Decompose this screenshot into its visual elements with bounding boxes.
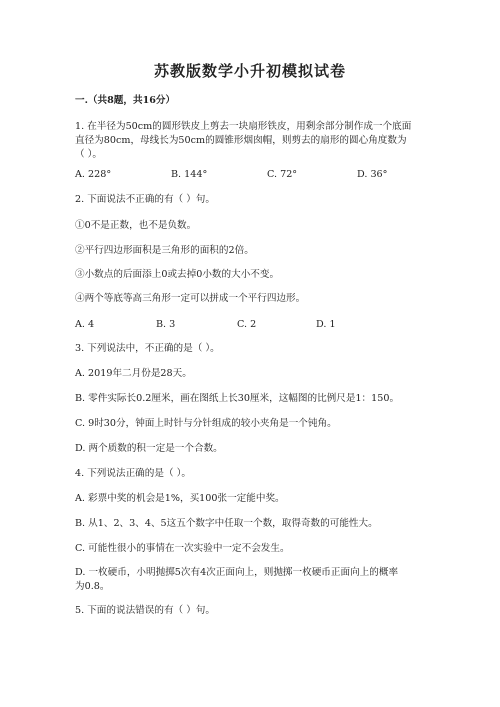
q1-option-b: B. 144°	[171, 169, 208, 180]
question-1-line-3: （ ）。	[75, 149, 103, 160]
q2-statement-2: ②平行四边形面积是三角形的面积的2倍。	[75, 245, 254, 256]
q4-option-c: C. 可能性很小的事情在一次实验中一定不会发生。	[75, 543, 290, 554]
q4-option-d-line-1: D. 一枚硬币，小明抛掷5次有4次正面向上，则抛掷一枚硬币正面向上的概率	[75, 567, 399, 578]
q4-option-a: A. 彩票中奖的机会是1%，买100张一定能中奖。	[75, 493, 285, 504]
q2-statement-4: ④两个等底等高三角形一定可以拼成一个平行四边形。	[75, 293, 306, 304]
q2-option-b: B. 3	[156, 319, 176, 330]
section-heading: 一.（共8题，共16分）	[75, 95, 176, 106]
question-3-stem: 3. 下列说法中，不正确的是（ ）。	[75, 343, 220, 354]
page-title: 苏教版数学小升初模拟试卷	[153, 62, 346, 80]
q1-option-c: C. 72°	[267, 169, 298, 180]
q2-option-a: A. 4	[75, 319, 95, 330]
q1-option-a: A. 228°	[75, 169, 112, 180]
question-4-stem: 4. 下列说法正确的是（ ）。	[75, 468, 191, 479]
q2-option-c: C. 2	[237, 319, 257, 330]
q2-option-d: D. 1	[316, 319, 336, 330]
q3-option-c: C. 9时30分，钟面上时针与分针组成的较小夹角是一个钝角。	[75, 418, 337, 429]
q2-statement-1: ①0不是正数，也不是负数。	[75, 220, 197, 231]
question-2-stem: 2. 下面说法不正确的有（ ）句。	[75, 194, 215, 205]
q3-option-a: A. 2019年二月份是28天。	[75, 368, 192, 379]
question-1-line-2: 直径为80cm，母线长为50cm的圆锥形烟囱帽，则剪去的扇形的圆心角度数为	[75, 135, 407, 146]
q3-option-d: D. 两个质数的积一定是一个合数。	[75, 443, 223, 454]
question-1-line-1: 1. 在半径为50cm的圆形铁皮上剪去一块扇形铁皮，用剩余部分制作成一个底面	[75, 121, 412, 132]
q4-option-d-line-2: 为0.8。	[75, 581, 110, 592]
q2-statement-3: ③小数点的后面添上0或去掉0小数的大小不变。	[75, 269, 280, 280]
q3-option-b: B. 零件实际长0.2厘米，画在图纸上长30厘米，这幅图的比例尺是1：150。	[75, 393, 400, 404]
q4-option-b: B. 从1、2、3、4、5这五个数字中任取一个数，取得奇数的可能性大。	[75, 518, 378, 529]
q1-option-d: D. 36°	[357, 169, 388, 180]
question-5-stem: 5. 下面的说法错误的有（ ）句。	[75, 605, 215, 616]
